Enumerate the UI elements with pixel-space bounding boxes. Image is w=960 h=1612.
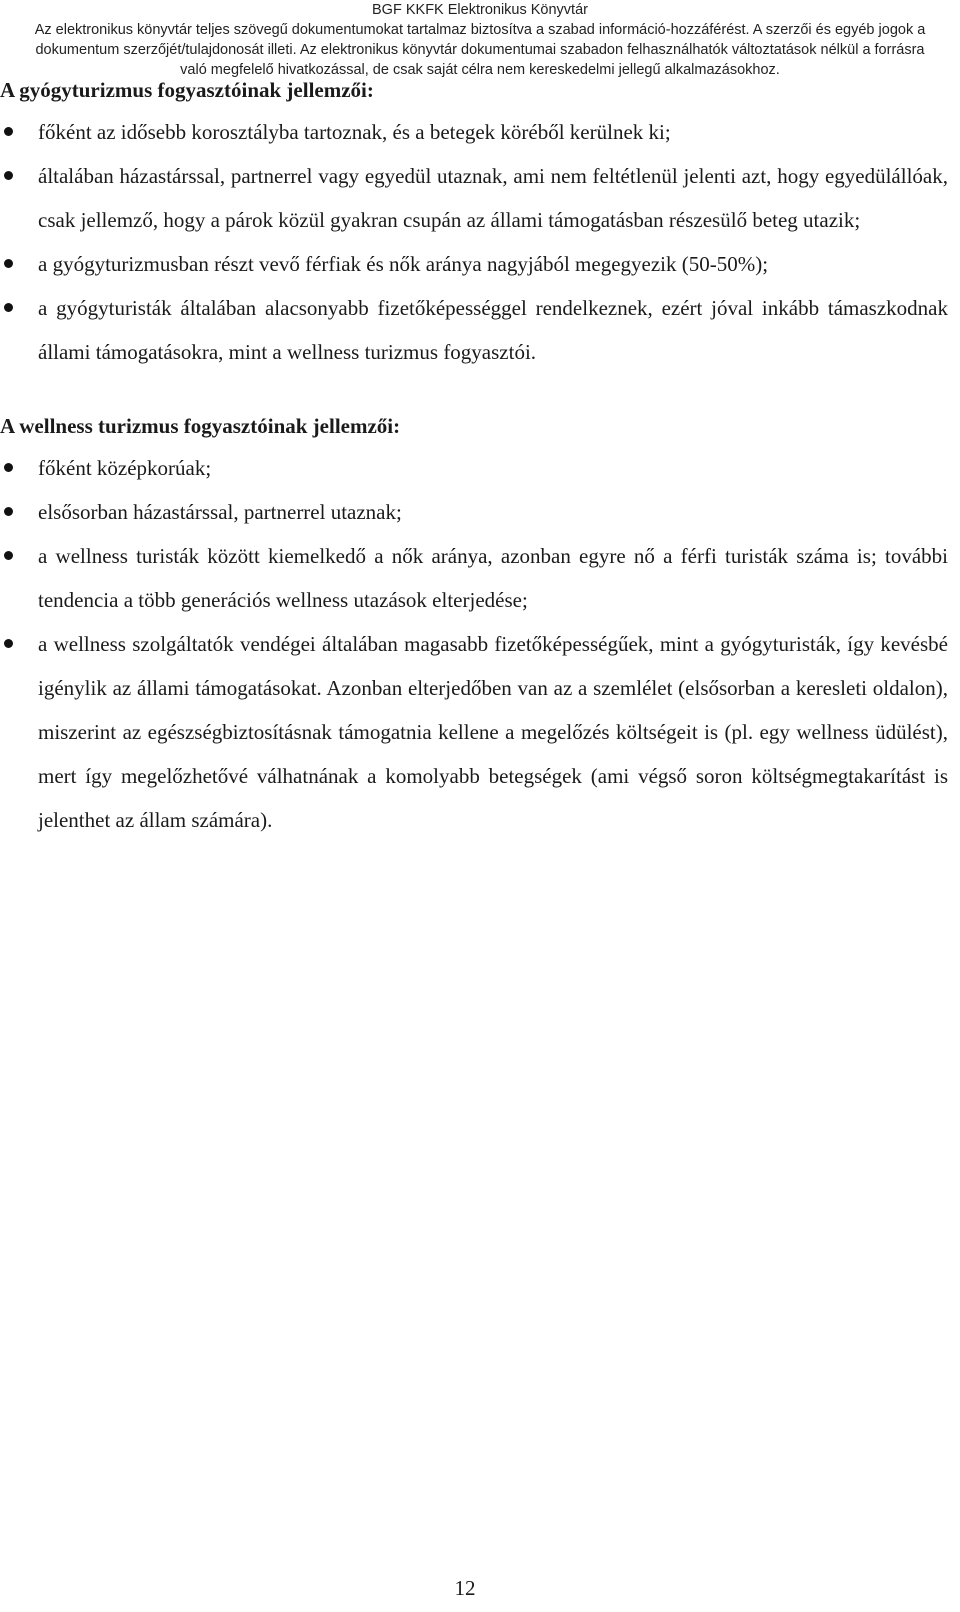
bullet-list	[0, 446, 948, 842]
bullet-icon	[4, 507, 13, 516]
section-gyogyturizmus	[0, 78, 948, 374]
list-item	[0, 110, 948, 154]
bullet-icon	[4, 463, 13, 472]
page-number: 12	[454, 1576, 476, 1600]
bullet-icon	[4, 639, 13, 648]
bullet-icon	[4, 259, 13, 268]
list-item-text: a gyógyturisták általában alacsonyabb fizetőképességgel rendelkeznek, ezért jóval inkább támaszkodnak állami támogatásokra, mint a wellness turizmus fogyasztói.	[38, 296, 948, 364]
list-item-text: főként az idősebb korosztályba tartoznak, és a betegek köréből kerülnek ki;	[38, 120, 671, 144]
list-item	[0, 446, 948, 490]
list-item	[0, 534, 948, 622]
bullet-icon	[4, 551, 13, 560]
section-heading: A wellness turizmus fogyasztóinak jellemzői:	[0, 414, 401, 438]
list-item	[0, 242, 948, 286]
list-item-text: a wellness turisták között kiemelkedő a nők aránya, azonban egyre nő a férfi turisták száma is; további tendencia a több generációs wellness utazások elterjedése;	[38, 544, 948, 612]
list-item-text: általában házastárssal, partnerrel vagy egyedül utaznak, ami nem feltétlenül jelenti azt, hogy egyedülállóak, csak jellemző, hogy a párok közül gyakran csupán az állami támogatásban részesülő beteg utazik;	[38, 164, 948, 232]
list-item-text: elsősorban házastárssal, partnerrel utaznak;	[38, 500, 402, 524]
header-notice-line-2: dokumentum szerzőjét/tulajdonosát illeti. Az elektronikus könyvtár dokumentumai szabadon felhasználhatók változtatások nélkül a forrásra	[35, 42, 925, 58]
section-wellness	[0, 414, 948, 842]
header-notice-line-1: Az elektronikus könyvtár teljes szövegű dokumentumokat tartalmaz biztosítva a szabad információ-hozzáférést. A szerzői és egyéb jogok a	[34, 22, 926, 38]
list-item	[0, 622, 948, 842]
list-item-text: a wellness szolgáltatók vendégei általában magasabb fizetőképességűek, mint a gyógyturisták, így kevésbé igénylik az állami támogatásokat. Azonban elterjedőben van az a szemlélet (elsősorban a keresleti oldalon), miszerint az egészségbiztosításnak támogatnia kellene a megelőzés költségeit is (pl. egy wellness üdülést), mert így megelőzhetővé válhatnának a komolyabb betegségek (ami végső soron költségmegtakarítást is jelenthet az állam számára).	[38, 632, 948, 832]
bullet-list	[0, 110, 948, 374]
list-item	[0, 286, 948, 374]
list-item	[0, 490, 948, 534]
list-item-text: főként középkorúak;	[38, 456, 212, 480]
header-library-name: BGF KKFK Elektronikus Könyvtár	[372, 2, 588, 18]
bullet-icon	[4, 171, 13, 180]
bullet-icon	[4, 303, 13, 312]
section-heading: A gyógyturizmus fogyasztóinak jellemzői:	[0, 78, 374, 102]
list-item	[0, 154, 948, 242]
library-header	[0, 0, 960, 80]
list-item-text: a gyógyturizmusban részt vevő férfiak és nők aránya nagyjából megegyezik (50-50%);	[38, 252, 769, 276]
header-notice-line-3: való megfelelő hivatkozással, de csak saját célra nem kereskedelmi jellegű alkalmazásokhoz.	[180, 62, 780, 78]
document-body	[0, 78, 948, 842]
bullet-icon	[4, 127, 13, 136]
